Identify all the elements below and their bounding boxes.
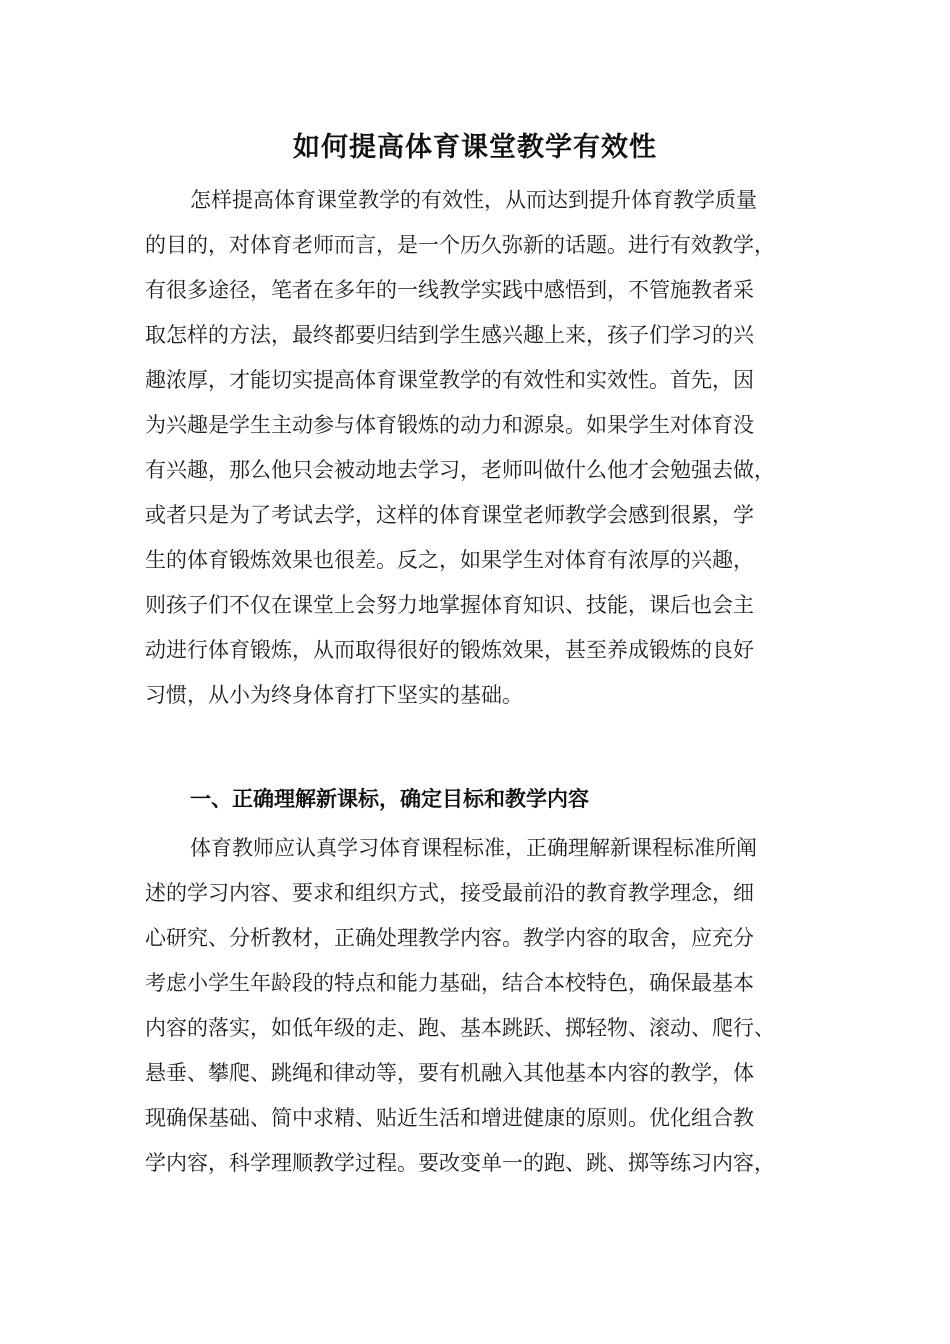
paragraph-line: 的目的，对体育老师而言，是一个历久弥新的话题。进行有效教学， — [145, 233, 775, 257]
paragraph-line: 有很多途径，笔者在多年的一线教学实践中感悟到，不管施教者采 — [145, 278, 754, 302]
paragraph-line: 生的体育锻炼效果也很差。反之，如果学生对体育有浓厚的兴趣， — [145, 548, 754, 572]
paragraph-line: 现确保基础、简中求精、贴近生活和增进健康的原则。优化组合教 — [145, 1106, 754, 1130]
paragraph-line: 体育教师应认真学习体育课程标准，正确理解新课程标准所阐 — [190, 836, 757, 860]
paragraph-line: 述的学习内容、要求和组织方式，接受最前沿的教育教学理念，细 — [145, 881, 754, 905]
paragraph-line: 有兴趣，那么他只会被动地去学习，老师叫做什么他才会勉强去做， — [145, 458, 775, 482]
paragraph-line: 内容的落实，如低年级的走、跑、基本跳跃、掷轻物、滚动、爬行、 — [145, 1016, 775, 1040]
paragraph-line: 或者只是为了考试去学，这样的体育课堂老师教学会感到很累，学 — [145, 503, 754, 527]
paragraph-line: 考虑小学生年龄段的特点和能力基础，结合本校特色，确保最基本 — [145, 971, 754, 995]
paragraph-line: 为兴趣是学生主动参与体育锻炼的动力和源泉。如果学生对体育没 — [145, 413, 754, 437]
paragraph-line: 则孩子们不仅在课堂上会努力地掌握体育知识、技能，课后也会主 — [145, 593, 754, 617]
section-heading: 一、正确理解新课标，确定目标和教学内容 — [190, 787, 589, 811]
paragraph-section-one — [145, 826, 805, 1186]
paragraph-line: 习惯，从小为终身体育打下坚实的基础。 — [145, 683, 523, 707]
paragraph-intro — [145, 178, 805, 718]
paragraph-line: 怎样提高体育课堂教学的有效性，从而达到提升体育教学质量 — [190, 188, 757, 212]
paragraph-line: 取怎样的方法，最终都要归结到学生感兴趣上来，孩子们学习的兴 — [145, 323, 754, 347]
paragraph-line: 动进行体育锻炼，从而取得很好的锻炼效果，甚至养成锻炼的良好 — [145, 638, 754, 662]
paragraph-line: 悬垂、攀爬、跳绳和律动等，要有机融入其他基本内容的教学，体 — [145, 1061, 754, 1085]
document-title: 如何提高体育课堂教学有效性 — [293, 132, 657, 163]
paragraph-line: 学内容，科学理顺教学过程。要改变单一的跑、跳、掷等练习内容， — [145, 1151, 775, 1175]
paragraph-line: 心研究、分析教材，正确处理教学内容。教学内容的取舍，应充分 — [145, 926, 754, 950]
paragraph-line: 趣浓厚，才能切实提高体育课堂教学的有效性和实效性。首先，因 — [145, 368, 754, 392]
